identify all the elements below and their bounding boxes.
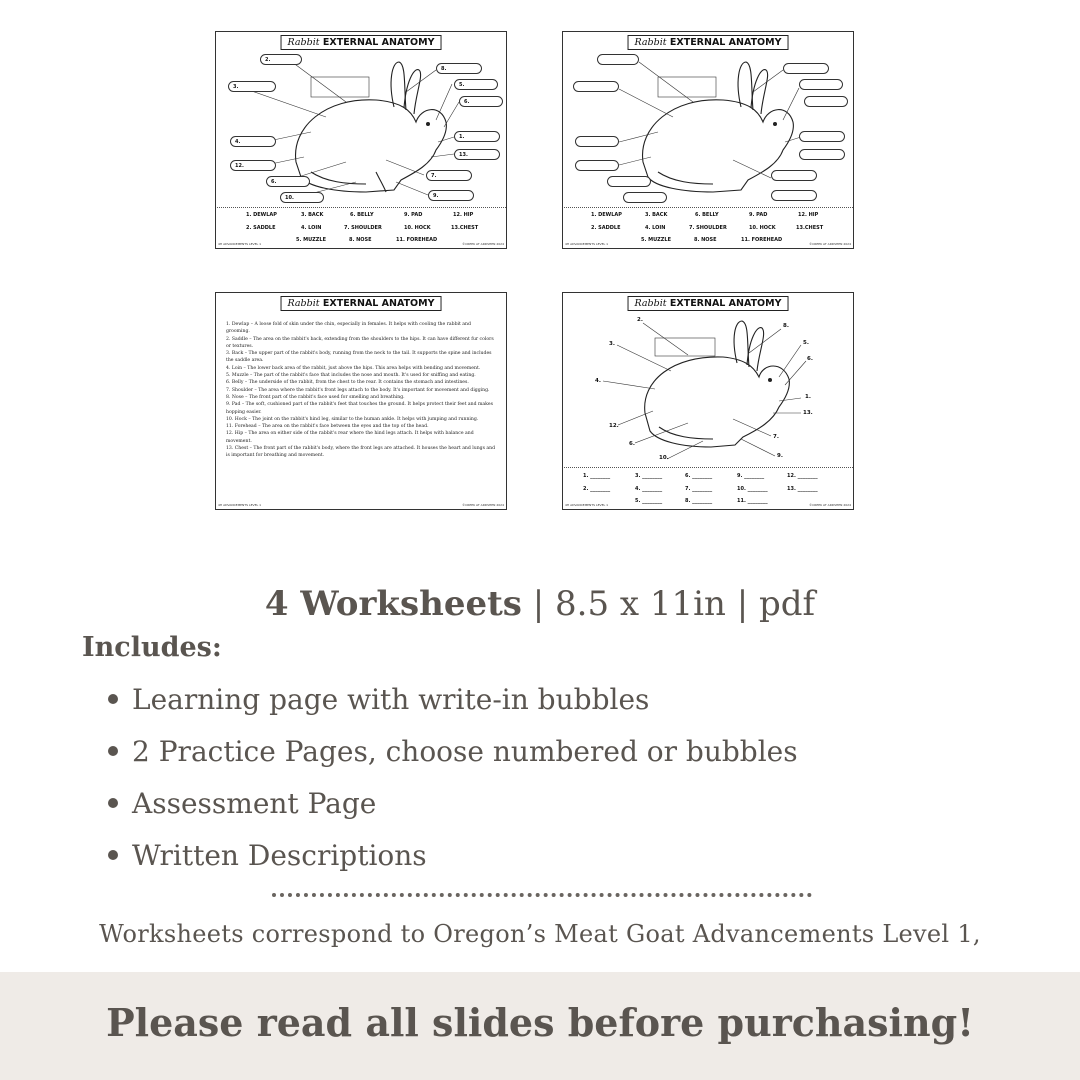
- correspondence-note: Worksheets correspond to Oregon’s Meat Goat Advancements Level 1,: [99, 920, 981, 948]
- worksheet-learning-page: [215, 31, 507, 249]
- worksheet-title: Rabbit EXTERNAL ANATOMY: [281, 296, 442, 311]
- bullet-icon: [108, 694, 118, 704]
- worksheet-practice-bubbles: [562, 31, 854, 249]
- footer-left: 4H ADVANCEMENTS LEVEL 1: [218, 242, 262, 246]
- diagram-number: 8.: [783, 323, 789, 329]
- bullet-icon: [108, 798, 118, 808]
- answer-blank[interactable]: 5. ________: [635, 498, 663, 504]
- includes-list: [108, 680, 798, 888]
- blank-bubble[interactable]: [575, 160, 619, 171]
- blank-bubble[interactable]: [799, 79, 843, 90]
- answer-blank[interactable]: 12. ________: [787, 473, 818, 479]
- footer-left: 4H ADVANCEMENTS LEVEL 1: [565, 242, 609, 246]
- word-bank-row: 1. DEWLAP: [591, 212, 622, 218]
- footer-left: 4H ADVANCEMENTS LEVEL 1: [218, 503, 262, 507]
- description-item: 9. Pad – The soft, cushioned part of the rabbit's feet that touches the ground. It helps protect their feet and makes hopping easier.: [226, 402, 493, 415]
- description-item: 13. Chest – The front part of the rabbit's body, where the front legs are attached. It houses the heart and lungs and is important for breathing and movement.: [226, 446, 496, 459]
- description-list: [226, 321, 496, 460]
- description-item: 10. Hock – The joint on the rabbit's hind leg, similar to the human ankle. It helps with jumping and running.: [226, 416, 479, 422]
- answer-blank[interactable]: 3. ________: [635, 473, 663, 479]
- answer-blank[interactable]: 6. ________: [685, 473, 713, 479]
- label-bubble[interactable]: 5.: [454, 79, 498, 90]
- blank-bubble[interactable]: [575, 136, 619, 147]
- banner-text: Please read all slides before purchasing!: [106, 1000, 974, 1045]
- word-bank-row: 12. HIP: [798, 212, 819, 218]
- description-item: 2. Saddle – The area on the rabbit's back, extending from the shoulders to the hips. It can have different fur colors or textures.: [226, 336, 494, 349]
- word-bank-row: 6. BELLY: [695, 212, 719, 218]
- blank-bubble[interactable]: [799, 149, 845, 160]
- footer-right: ©CREEK AT ARDSHEN 2024: [462, 242, 504, 246]
- word-bank-row: 5. MUZZLE: [641, 237, 672, 243]
- blank-bubble[interactable]: [783, 63, 829, 74]
- label-bubble[interactable]: 6.: [266, 176, 310, 187]
- description-item: 12. Hip – The area on either side of the rabbit's rear where the hind legs attach. It helps with balance and movement.: [226, 431, 474, 444]
- answer-blank[interactable]: 8. ________: [685, 498, 713, 504]
- worksheet-descriptions: [215, 292, 507, 510]
- diagram-number: 3.: [609, 341, 615, 347]
- footer-right: ©CREEK AT ARDSHEN 2024: [809, 503, 851, 507]
- blank-bubble[interactable]: [597, 54, 639, 65]
- label-bubble[interactable]: 4.: [230, 136, 276, 147]
- label-bubble[interactable]: 9.: [428, 190, 474, 201]
- diagram-number: 7.: [773, 434, 779, 440]
- blank-bubble[interactable]: [573, 81, 619, 92]
- divider: [562, 467, 854, 468]
- bullet-icon: [108, 746, 118, 756]
- word-bank-row: 2. SADDLE: [591, 225, 621, 231]
- bullet-icon: [108, 850, 118, 860]
- word-bank-row: 9. PAD: [749, 212, 768, 218]
- headline-bold: 4 Worksheets: [264, 584, 522, 624]
- headline-specs: | 8.5 x 11in | pdf: [521, 584, 816, 624]
- word-bank-row: 8. NOSE: [349, 237, 372, 243]
- list-item: Written Descriptions: [108, 836, 798, 888]
- word-bank-row: 7. SHOULDER: [689, 225, 727, 231]
- blank-bubble[interactable]: [607, 176, 651, 187]
- word-bank-row: 10. HOCK: [404, 225, 431, 231]
- diagram-number: 9.: [777, 453, 783, 459]
- divider: [562, 207, 854, 208]
- blank-bubble[interactable]: [623, 192, 667, 203]
- description-item: 8. Nose – The front part of the rabbit's face used for smelling and breathing.: [226, 394, 405, 400]
- blank-bubble[interactable]: [771, 190, 817, 201]
- word-bank-row: 6. BELLY: [350, 212, 374, 218]
- label-bubble[interactable]: 7.: [426, 170, 472, 181]
- diagram-number: 5.: [803, 340, 809, 346]
- footer-right: ©CREEK AT ARDSHEN 2024: [809, 242, 851, 246]
- blank-bubble[interactable]: [771, 170, 817, 181]
- word-bank-row: 13.CHEST: [451, 225, 479, 231]
- diagram-number: 6.: [629, 441, 635, 447]
- diagram-number: 1.: [805, 394, 811, 400]
- word-bank-row: 4. LOIN: [301, 225, 322, 231]
- label-bubble[interactable]: 10.: [280, 192, 324, 203]
- answer-blank[interactable]: 13. ________: [787, 486, 818, 492]
- list-item: Learning page with write-in bubbles: [108, 680, 798, 732]
- word-bank-row: 10. HOCK: [749, 225, 776, 231]
- description-item: 4. Loin – The lower back area of the rabbit, just above the hips. This area helps with bending and movement.: [226, 365, 481, 371]
- label-bubble[interactable]: 3.: [228, 81, 276, 92]
- word-bank-row: 4. LOIN: [645, 225, 666, 231]
- description-item: 1. Dewlap – A loose fold of skin under the chin, especially in females. It helps with cooling the rabbit and grooming.: [226, 322, 471, 335]
- word-bank-row: 7. SHOULDER: [344, 225, 382, 231]
- footer-left: 4H ADVANCEMENTS LEVEL 1: [565, 503, 609, 507]
- answer-blank[interactable]: 7. ________: [685, 486, 713, 492]
- diagram-number: 13.: [803, 410, 813, 416]
- diagram-number: 2.: [637, 317, 643, 323]
- answer-blank[interactable]: 10. ________: [737, 486, 768, 492]
- diagram-number: 4.: [595, 378, 601, 384]
- word-bank-row: 3. BACK: [301, 212, 324, 218]
- label-bubble[interactable]: 13.: [454, 149, 500, 160]
- dotted-divider: [272, 893, 812, 897]
- word-bank-row: 12. HIP: [453, 212, 474, 218]
- label-bubble[interactable]: 1.: [454, 131, 500, 142]
- answer-blank[interactable]: 4. ________: [635, 486, 663, 492]
- description-item: 7. Shoulder – The area where the rabbit's front legs attach to the body. It's important for movement and digging.: [226, 387, 490, 393]
- label-bubble[interactable]: 2.: [260, 54, 302, 65]
- word-bank-row: 11. FOREHEAD: [396, 237, 438, 243]
- footer-right: ©CREEK AT ARDSHEN 2024: [462, 503, 504, 507]
- description-item: 11. Forehead – The area on the rabbit's face between the eyes and the top of the head.: [226, 424, 429, 430]
- word-bank-row: 11. FOREHEAD: [741, 237, 783, 243]
- word-bank-row: 5. MUZZLE: [296, 237, 327, 243]
- worksheet-title: Rabbit EXTERNAL ANATOMY: [281, 35, 442, 50]
- diagram-number: 12.: [609, 423, 619, 429]
- product-headline: [0, 584, 1080, 624]
- blank-bubble[interactable]: [799, 131, 845, 142]
- description-item: 6. Belly – The underside of the rabbit, from the chest to the rear. It contains the stomach and intestines.: [226, 380, 469, 386]
- word-bank-row: 8. NOSE: [694, 237, 717, 243]
- description-item: 5. Muzzle – The part of the rabbit's face that includes the nose and mouth. It's used for sniffing and eating.: [226, 373, 476, 379]
- word-bank-row: 9. PAD: [404, 212, 423, 218]
- blank-bubble[interactable]: [804, 96, 848, 107]
- answer-blank[interactable]: 2. ________: [583, 486, 611, 492]
- answer-blank[interactable]: 11. ________: [737, 498, 768, 504]
- includes-heading: Includes:: [82, 632, 222, 663]
- word-bank-row: 2. SADDLE: [246, 225, 276, 231]
- description-item: 3. Back – The upper part of the rabbit's body, running from the neck to the tail. It supports the spine and includes the saddle area.: [226, 351, 492, 364]
- diagram-number: 10.: [659, 455, 669, 461]
- divider: [215, 207, 507, 208]
- list-item: Assessment Page: [108, 784, 798, 836]
- worksheet-assessment: [562, 292, 854, 510]
- answer-blank[interactable]: 9. ________: [737, 473, 765, 479]
- label-bubble[interactable]: 6.: [459, 96, 503, 107]
- diagram-number: 6.: [807, 356, 813, 362]
- label-bubble[interactable]: 8.: [436, 63, 482, 74]
- word-bank-row: 13.CHEST: [796, 225, 824, 231]
- worksheet-title: Rabbit EXTERNAL ANATOMY: [628, 296, 789, 311]
- list-item: 2 Practice Pages, choose numbered or bubbles: [108, 732, 798, 784]
- worksheet-title: Rabbit EXTERNAL ANATOMY: [628, 35, 789, 50]
- label-bubble[interactable]: 12.: [230, 160, 276, 171]
- word-bank-row: 3. BACK: [645, 212, 668, 218]
- word-bank-row: 1. DEWLAP: [246, 212, 277, 218]
- answer-blank[interactable]: 1. ________: [583, 473, 611, 479]
